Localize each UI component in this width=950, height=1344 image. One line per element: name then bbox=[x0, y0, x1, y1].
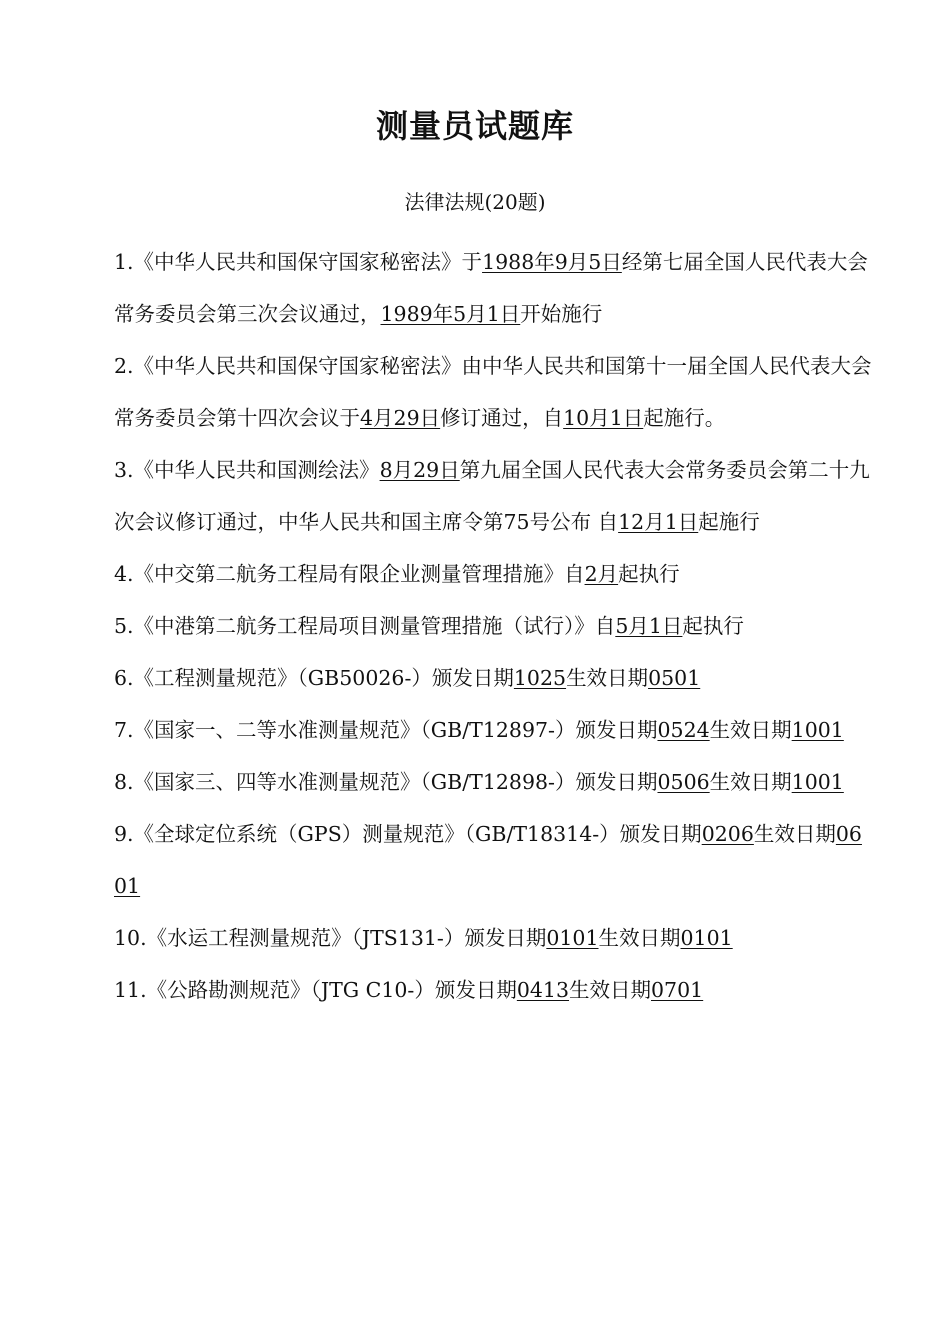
question-text: 经第七届全国人民代表大会常务委员会第三次会议通过， bbox=[114, 250, 868, 326]
question-item bbox=[114, 652, 874, 704]
question-text: 10.《水运工程测量规范》（JTS131-）颁发日期 bbox=[114, 926, 547, 950]
question-text: 第九届全国人民代表大会常务委员会第二十九次会议修订通过，中华人民共和国主席令第75号公布 自 bbox=[114, 458, 870, 534]
question-item bbox=[114, 444, 874, 548]
answer-blank: 1001 bbox=[791, 718, 844, 742]
document-title: 测量员试题库 bbox=[375, 107, 574, 145]
answer-blank: 1001 bbox=[791, 770, 844, 794]
answer-blank: 8月29日 bbox=[379, 458, 460, 482]
question-text: 6.《工程测量规范》（GB50026-）颁发日期 bbox=[114, 666, 514, 690]
answer-blank: 12月1日 bbox=[618, 510, 699, 534]
question-text: 4.《中交第二航务工程局有限企业测量管理措施》自 bbox=[114, 562, 585, 586]
question-item bbox=[114, 964, 874, 1016]
answer-blank: 0206 bbox=[701, 822, 754, 846]
question-list bbox=[114, 236, 874, 1016]
question-item bbox=[114, 600, 874, 652]
question-item bbox=[114, 756, 874, 808]
question-item bbox=[114, 236, 874, 340]
answer-blank: 0524 bbox=[657, 718, 710, 742]
answer-blank: 0501 bbox=[648, 666, 701, 690]
answer-blank: 0506 bbox=[657, 770, 710, 794]
answer-blank: 10月1日 bbox=[563, 406, 644, 430]
question-text: 起施行 bbox=[698, 510, 760, 534]
question-item bbox=[114, 808, 874, 912]
question-text: 生效日期 bbox=[709, 718, 792, 742]
answer-blank: 1025 bbox=[513, 666, 567, 690]
answer-blank: 5月1日 bbox=[615, 614, 683, 638]
question-item bbox=[114, 548, 874, 600]
question-text: 开始施行 bbox=[520, 302, 603, 326]
answer-blank: 0101 bbox=[546, 926, 599, 950]
question-item bbox=[114, 340, 874, 444]
question-text: 起执行 bbox=[682, 614, 744, 638]
answer-blank: 0101 bbox=[680, 926, 733, 950]
answer-blank: 1989年5月1日 bbox=[380, 302, 521, 326]
question-text: 8.《国家三、四等水准测量规范》（GB/T12898-）颁发日期 bbox=[114, 770, 658, 794]
question-text: 7.《国家一、二等水准测量规范》（GB/T12897-）颁发日期 bbox=[114, 718, 658, 742]
question-item bbox=[114, 912, 874, 964]
answer-blank: 2月 bbox=[584, 562, 619, 586]
question-text: 生效日期 bbox=[598, 926, 681, 950]
question-text: 修订通过，自 bbox=[440, 406, 564, 430]
question-text: 5.《中港第二航务工程局项目测量管理措施（试行）》自 bbox=[114, 614, 616, 638]
question-text: 9.《全球定位系统（GPS）测量规范》（GB/T18314-）颁发日期 bbox=[114, 822, 702, 846]
answer-blank: 0601 bbox=[114, 822, 862, 898]
question-text: 生效日期 bbox=[569, 978, 652, 1002]
question-text: 2.《中华人民共和国保守国家秘密法》由中华人民共和国第十一届全国人民代表大会常务委员会第十四次会议于 bbox=[114, 354, 872, 430]
question-text: 1.《中华人民共和国保守国家秘密法》于 bbox=[114, 250, 483, 274]
question-text: 生效日期 bbox=[566, 666, 649, 690]
question-text: 11.《公路勘测规范》（JTG C10-）颁发日期 bbox=[114, 978, 517, 1002]
answer-blank: 1988年9月5日 bbox=[482, 250, 622, 274]
question-text: 生效日期 bbox=[709, 770, 792, 794]
question-text: 生效日期 bbox=[753, 822, 836, 846]
question-text: 起施行。 bbox=[643, 406, 726, 430]
section-heading: 法律法规(20题) bbox=[404, 190, 546, 214]
answer-blank: 0701 bbox=[651, 978, 704, 1002]
question-text: 起执行 bbox=[618, 562, 680, 586]
answer-blank: 4月29日 bbox=[360, 406, 441, 430]
answer-blank: 0413 bbox=[516, 978, 570, 1002]
question-item bbox=[114, 704, 874, 756]
question-text: 3.《中华人民共和国测绘法》 bbox=[114, 458, 380, 482]
